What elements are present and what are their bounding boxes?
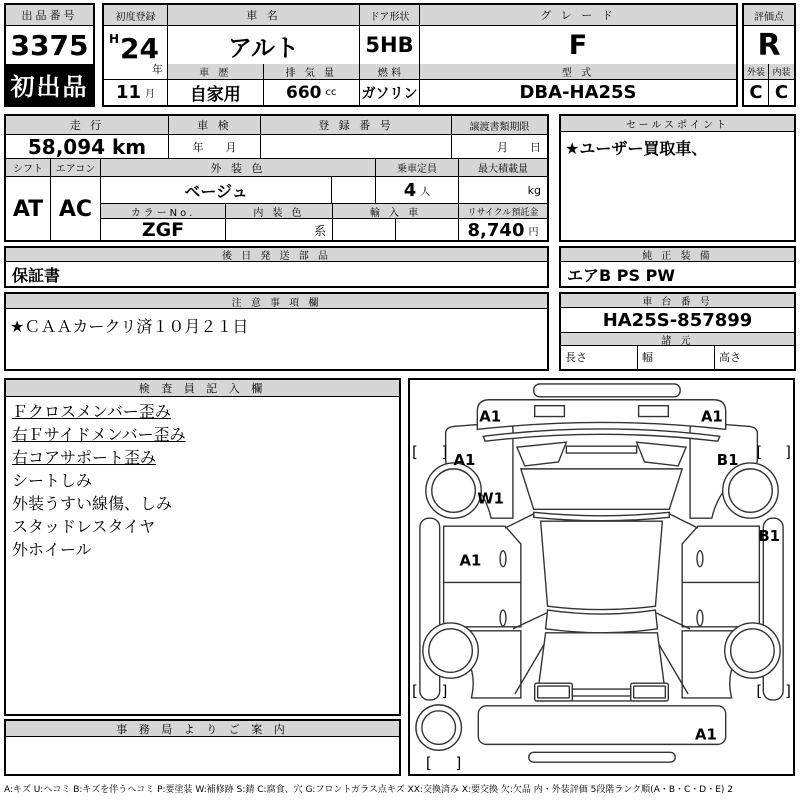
era-prefix: H (109, 32, 120, 46)
damage-mark: A1 (459, 552, 482, 570)
right-front-door-handle (697, 551, 703, 567)
first-registration-label: 初度登録 (104, 5, 167, 26)
rear-left-wheel (429, 629, 473, 672)
month-unit: 月 (145, 89, 156, 100)
rear-bumper (478, 706, 725, 745)
rear-right-wheel (731, 629, 775, 672)
transfer-docs-cell (452, 116, 547, 158)
score-value: R (757, 27, 781, 63)
mileage-label: 走 行 (6, 116, 168, 135)
notes-box (4, 292, 549, 371)
later-parts-label: 後 日 発 送 部 品 (6, 248, 547, 262)
rear-garnish-bar (572, 689, 630, 696)
aircon-value: AC (58, 196, 93, 222)
spare-wheel (422, 711, 456, 745)
chassis-label: 車 台 番 号 (561, 294, 794, 308)
left-headlight (535, 406, 565, 417)
car-name-column (168, 5, 360, 105)
vehicle-header-table (102, 3, 738, 107)
inspector-notes-box (4, 378, 401, 716)
capacity-unit: 人 (420, 186, 431, 198)
mileage-value: 58,094 km (27, 135, 147, 158)
history-cell (168, 64, 264, 105)
legend-text: A:キズ U:ヘコミ B:キズを伴うヘコミ P:要塗装 W:補修跡 S:錆 C:腐食、穴 G:フロントガラス点キズ XX:交換済み X:要交換 欠:欠品 内・外装評価 5段階ランク順(A・B・C・D・E) 2 (4, 785, 734, 795)
left-a-pillar (517, 442, 566, 466)
right-a-pillar (637, 442, 686, 466)
bracket-icon: [ (425, 755, 432, 773)
displacement-number: 660 (286, 82, 322, 103)
max-load-label: 最大積載量 (459, 159, 547, 177)
exterior-grade: C (744, 80, 769, 105)
recycle-fee: 8,740 (467, 219, 525, 241)
right-rear-door-handle (697, 610, 703, 626)
office-notice-box (4, 719, 401, 776)
transfer-docs-label: 譲渡書類期限 (452, 116, 547, 135)
left-door-panel (444, 526, 521, 627)
windshield-top-frame (566, 446, 636, 453)
exterior-color-cell (101, 159, 376, 203)
car-diagram-box (408, 378, 795, 776)
first-registration-month-cell (104, 80, 167, 105)
shift-cell (6, 159, 51, 241)
import-sub-cell-1 (333, 219, 396, 241)
displacement-label: 排 気 量 (264, 64, 360, 80)
era-year: 24 (120, 32, 159, 65)
inspector-item: 外ホイール (12, 540, 92, 559)
inspector-item: Ｆクロスメンバー歪み (12, 402, 171, 421)
notes-text: ★ＣＡＡカークリ済１０月２１日 (10, 317, 249, 336)
shift-value: AT (12, 196, 44, 222)
bracket-icon: [ (756, 683, 763, 700)
bracket-icon: [ (411, 444, 418, 462)
damage-mark: A1 (695, 726, 717, 744)
aircon-label: エアコン (51, 159, 100, 177)
bracket-icon: ] (441, 683, 448, 700)
capacity-number: 4 (403, 179, 417, 201)
interior-color-suffix: 系 (313, 223, 326, 238)
front-bumper (534, 384, 680, 397)
genuine-equipment-label: 純 正 装 備 (561, 248, 794, 262)
right-door-panel (682, 526, 759, 627)
color-no-value: ZGF (141, 219, 185, 241)
first-registration-column (104, 5, 168, 105)
hood-panel (477, 400, 725, 430)
specs-label: 諸 元 (561, 332, 794, 346)
inspection-cell (169, 116, 261, 158)
door-label: ドア形状 (360, 5, 419, 26)
auction-number-label: 出品番号 (6, 5, 93, 26)
left-taillight-inner (538, 686, 570, 698)
damage-mark: A1 (700, 408, 723, 426)
roof-front-edge (534, 512, 670, 520)
max-load-cell (459, 159, 547, 203)
model-code-value: DBA-HA25S (519, 82, 637, 103)
front-right-wheel (729, 469, 773, 512)
windshield (521, 469, 682, 509)
registration-number-value (261, 135, 451, 158)
office-notice-label: 事 務 局 よ り ご 案 内 (6, 721, 399, 737)
grade-value: F (568, 29, 588, 61)
door-value: 5HB (365, 33, 414, 57)
inspection-value: 年 月 (192, 140, 237, 154)
front-left-wheel (432, 469, 476, 512)
later-parts-box (4, 246, 549, 288)
info-grid (4, 114, 549, 242)
recycle-value (459, 219, 547, 241)
genuine-equipment-box (559, 246, 796, 288)
bracket-icon: ] (785, 444, 791, 462)
fuel-value: ガソリン (361, 85, 418, 102)
capacity-cell (376, 159, 459, 203)
max-load-unit: kg (527, 183, 541, 197)
score-label: 評価点 (744, 5, 794, 26)
exterior-color-value: ベージュ (101, 177, 332, 203)
import-label: 輸 入 車 (333, 204, 458, 219)
roof-panel (541, 521, 663, 609)
model-code-label: 型 式 (420, 64, 736, 80)
inspector-item: シートしみ (12, 471, 93, 490)
shift-label: シフト (6, 159, 50, 177)
displacement-cell (264, 64, 360, 105)
auction-number-box (4, 3, 95, 107)
registration-number-label: 登 録 番 号 (261, 116, 451, 135)
registration-number-cell (261, 116, 452, 158)
exterior-color-label: 外 装 色 (101, 159, 375, 177)
chassis-number: HA25S-857899 (602, 309, 753, 331)
inspector-item: 右Ｆサイドメンバー歪み (12, 425, 186, 444)
car-damage-diagram (410, 380, 793, 774)
sales-point-box (559, 114, 796, 242)
damage-mark: A1 (479, 408, 502, 426)
bracket-icon: [ (756, 444, 763, 462)
interior-label: 内装 (769, 64, 794, 80)
transfer-docs-value: 月 日 (497, 140, 541, 154)
bracket-icon: ] (441, 444, 448, 462)
recycle-cell (459, 204, 547, 241)
notes-label: 注 意 事 項 欄 (6, 294, 547, 309)
grade-label: グ レ ー ド (420, 5, 736, 26)
inspector-notes-list (6, 397, 399, 564)
bracket-icon: ] (785, 683, 791, 700)
capacity-value (376, 177, 458, 203)
left-rear-door-handle (500, 610, 506, 626)
rear-window (546, 610, 658, 633)
bracket-icon: [ (411, 683, 418, 700)
score-box (742, 3, 796, 107)
year-unit: 年 (152, 63, 163, 76)
width-label: 幅 (638, 346, 715, 369)
history-value: 自家用 (189, 85, 241, 105)
inspector-notes-label: 検 査 員 記 入 欄 (6, 380, 399, 397)
import-cell (333, 204, 459, 241)
import-sub-cell-2 (396, 219, 459, 241)
auction-number-value: 3375 (10, 28, 89, 62)
height-label: 高さ (719, 351, 741, 364)
car-name-value: アルト (227, 33, 300, 62)
inspector-item: 右コアサポート歪み (12, 448, 157, 467)
right-taillight-inner (634, 686, 666, 698)
interior-color-label: 内 装 色 (226, 204, 332, 219)
fuel-label: 燃 料 (360, 64, 419, 80)
grade-column (420, 5, 736, 105)
cowl-strip (483, 429, 720, 441)
left-front-door-handle (500, 551, 506, 567)
color-no-cell (101, 204, 226, 241)
car-name-label: 車 名 (168, 5, 359, 26)
sales-point-label: セールスポイント (561, 116, 794, 132)
history-label: 車 歴 (168, 64, 263, 80)
month-value: 11 (115, 82, 142, 103)
interior-grade: C (774, 82, 789, 103)
damage-mark: B1 (716, 451, 739, 469)
exterior-label: 外装 (744, 64, 769, 80)
interior-color-cell (226, 204, 333, 241)
capacity-label: 乗車定員 (376, 159, 458, 177)
color-no-label: カラーNo. (101, 204, 225, 219)
aircon-cell (51, 159, 101, 241)
displacement-value (264, 80, 360, 105)
later-parts-text: 保証書 (12, 265, 61, 285)
right-headlight (639, 406, 669, 417)
mileage-cell (6, 116, 169, 158)
damage-mark: W1 (477, 490, 504, 508)
bracket-icon: ] (455, 755, 462, 773)
recycle-label: リサイクル預託金 (459, 204, 547, 219)
chassis-box (559, 292, 796, 371)
first-listing-badge: 初出品 (6, 64, 93, 105)
damage-mark: B1 (758, 527, 780, 545)
office-notice-content (6, 737, 399, 774)
inspector-item: 外装うすい線傷、しみ (12, 494, 173, 513)
inspection-label: 車 検 (169, 116, 260, 135)
first-registration-year-cell (104, 26, 167, 80)
inspector-item: スタッドレスタイヤ (12, 517, 156, 536)
length-label: 長さ (561, 346, 638, 369)
sales-point-text: ★ユーザー買取車、 (565, 139, 708, 158)
displacement-unit: cc (325, 87, 337, 98)
recycle-unit: 円 (528, 226, 539, 238)
rear-valance (529, 752, 675, 762)
genuine-equipment-text: エアB PS PW (567, 265, 675, 285)
exterior-color-code-cell (332, 177, 375, 203)
door-column (360, 5, 420, 105)
damage-mark: A1 (453, 451, 476, 469)
